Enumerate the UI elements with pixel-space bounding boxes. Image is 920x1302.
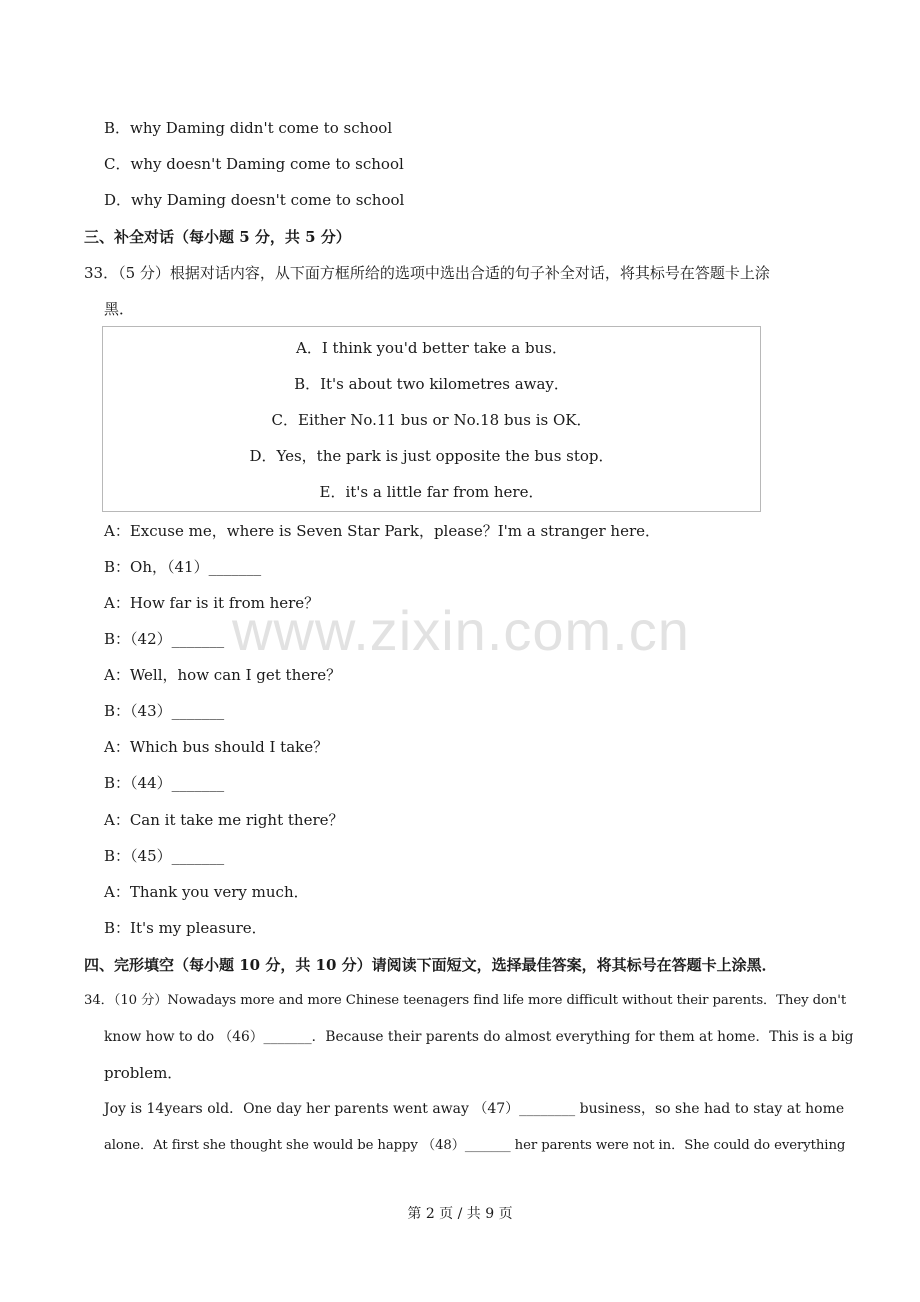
box-option-b: B．It's about two kilometres away．	[294, 375, 569, 393]
dialogue-line: A：Well，how can I get there？	[104, 666, 342, 684]
option-d-prev: D．why Daming doesn't come to school	[104, 191, 405, 209]
passage-line: problem．	[104, 1064, 183, 1082]
box-option-c: C．Either No.11 bus or No.18 bus is OK．	[271, 411, 592, 429]
dialogue-line: A：Thank you very much．	[104, 883, 309, 901]
dialogue-line: B：（45）_______	[104, 847, 225, 865]
box-option-e: E．it's a little far from here．	[319, 483, 544, 501]
section3-heading: 三、补全对话（每小题 5 分，共 5 分）	[84, 228, 351, 246]
options-box	[102, 326, 761, 512]
passage-line: alone．At first she thought she would be happy （48）_______ her parents were not in．She could do everything	[104, 1138, 846, 1153]
section4-heading: 四、完形填空（每小题 10 分，共 10 分）请阅读下面短文，选择最佳答案，将其标号在答题卡上涂黑．	[84, 956, 777, 974]
watermark: www.zixin.com.cn	[232, 599, 690, 662]
page-footer: 第 2 页 / 共 9 页	[407, 1206, 513, 1222]
dialogue-line: A：Which bus should I take？	[104, 738, 329, 756]
dialogue-line: B：It's my pleasure．	[104, 919, 267, 937]
passage-line: know how to do （46）_______．Because their parents do almost everything for them at home．This is a big	[104, 1029, 854, 1045]
dialogue-line: B：（42）_______	[104, 630, 225, 648]
dialogue-line: A：How far is it from here？	[104, 594, 320, 612]
option-c-prev: C．why doesn't Daming come to school	[104, 155, 404, 173]
dialogue-line: B：（43）_______	[104, 702, 225, 720]
dialogue-line: A：Can it take me right there？	[104, 811, 344, 829]
passage-line: 34．（10 分）Nowadays more and more Chinese teenagers find life more difficult without their parents．They don't	[84, 993, 847, 1008]
option-b-prev: B．why Daming didn't come to school	[104, 119, 393, 137]
dialogue-line: B：（44）_______	[104, 774, 225, 792]
dialogue-line: A：Excuse me，where is Seven Star Park，please？I'm a stranger here．	[104, 522, 660, 540]
dialogue-line: B：Oh，（41）_______	[104, 558, 262, 576]
question-33-line1: 33．（5 分）根据对话内容，从下面方框所给的选项中选出合适的句子补全对话，将其标号在答题卡上涂	[84, 264, 770, 282]
box-option-a: A．I think you'd better take a bus．	[296, 339, 567, 357]
box-option-d: D．Yes，the park is just opposite the bus stop．	[249, 447, 614, 465]
question-33-line2: 黑．	[104, 300, 135, 318]
passage-line: Joy is 14years old．One day her parents went away （47）________ business，so she had to stay at home	[104, 1101, 845, 1117]
